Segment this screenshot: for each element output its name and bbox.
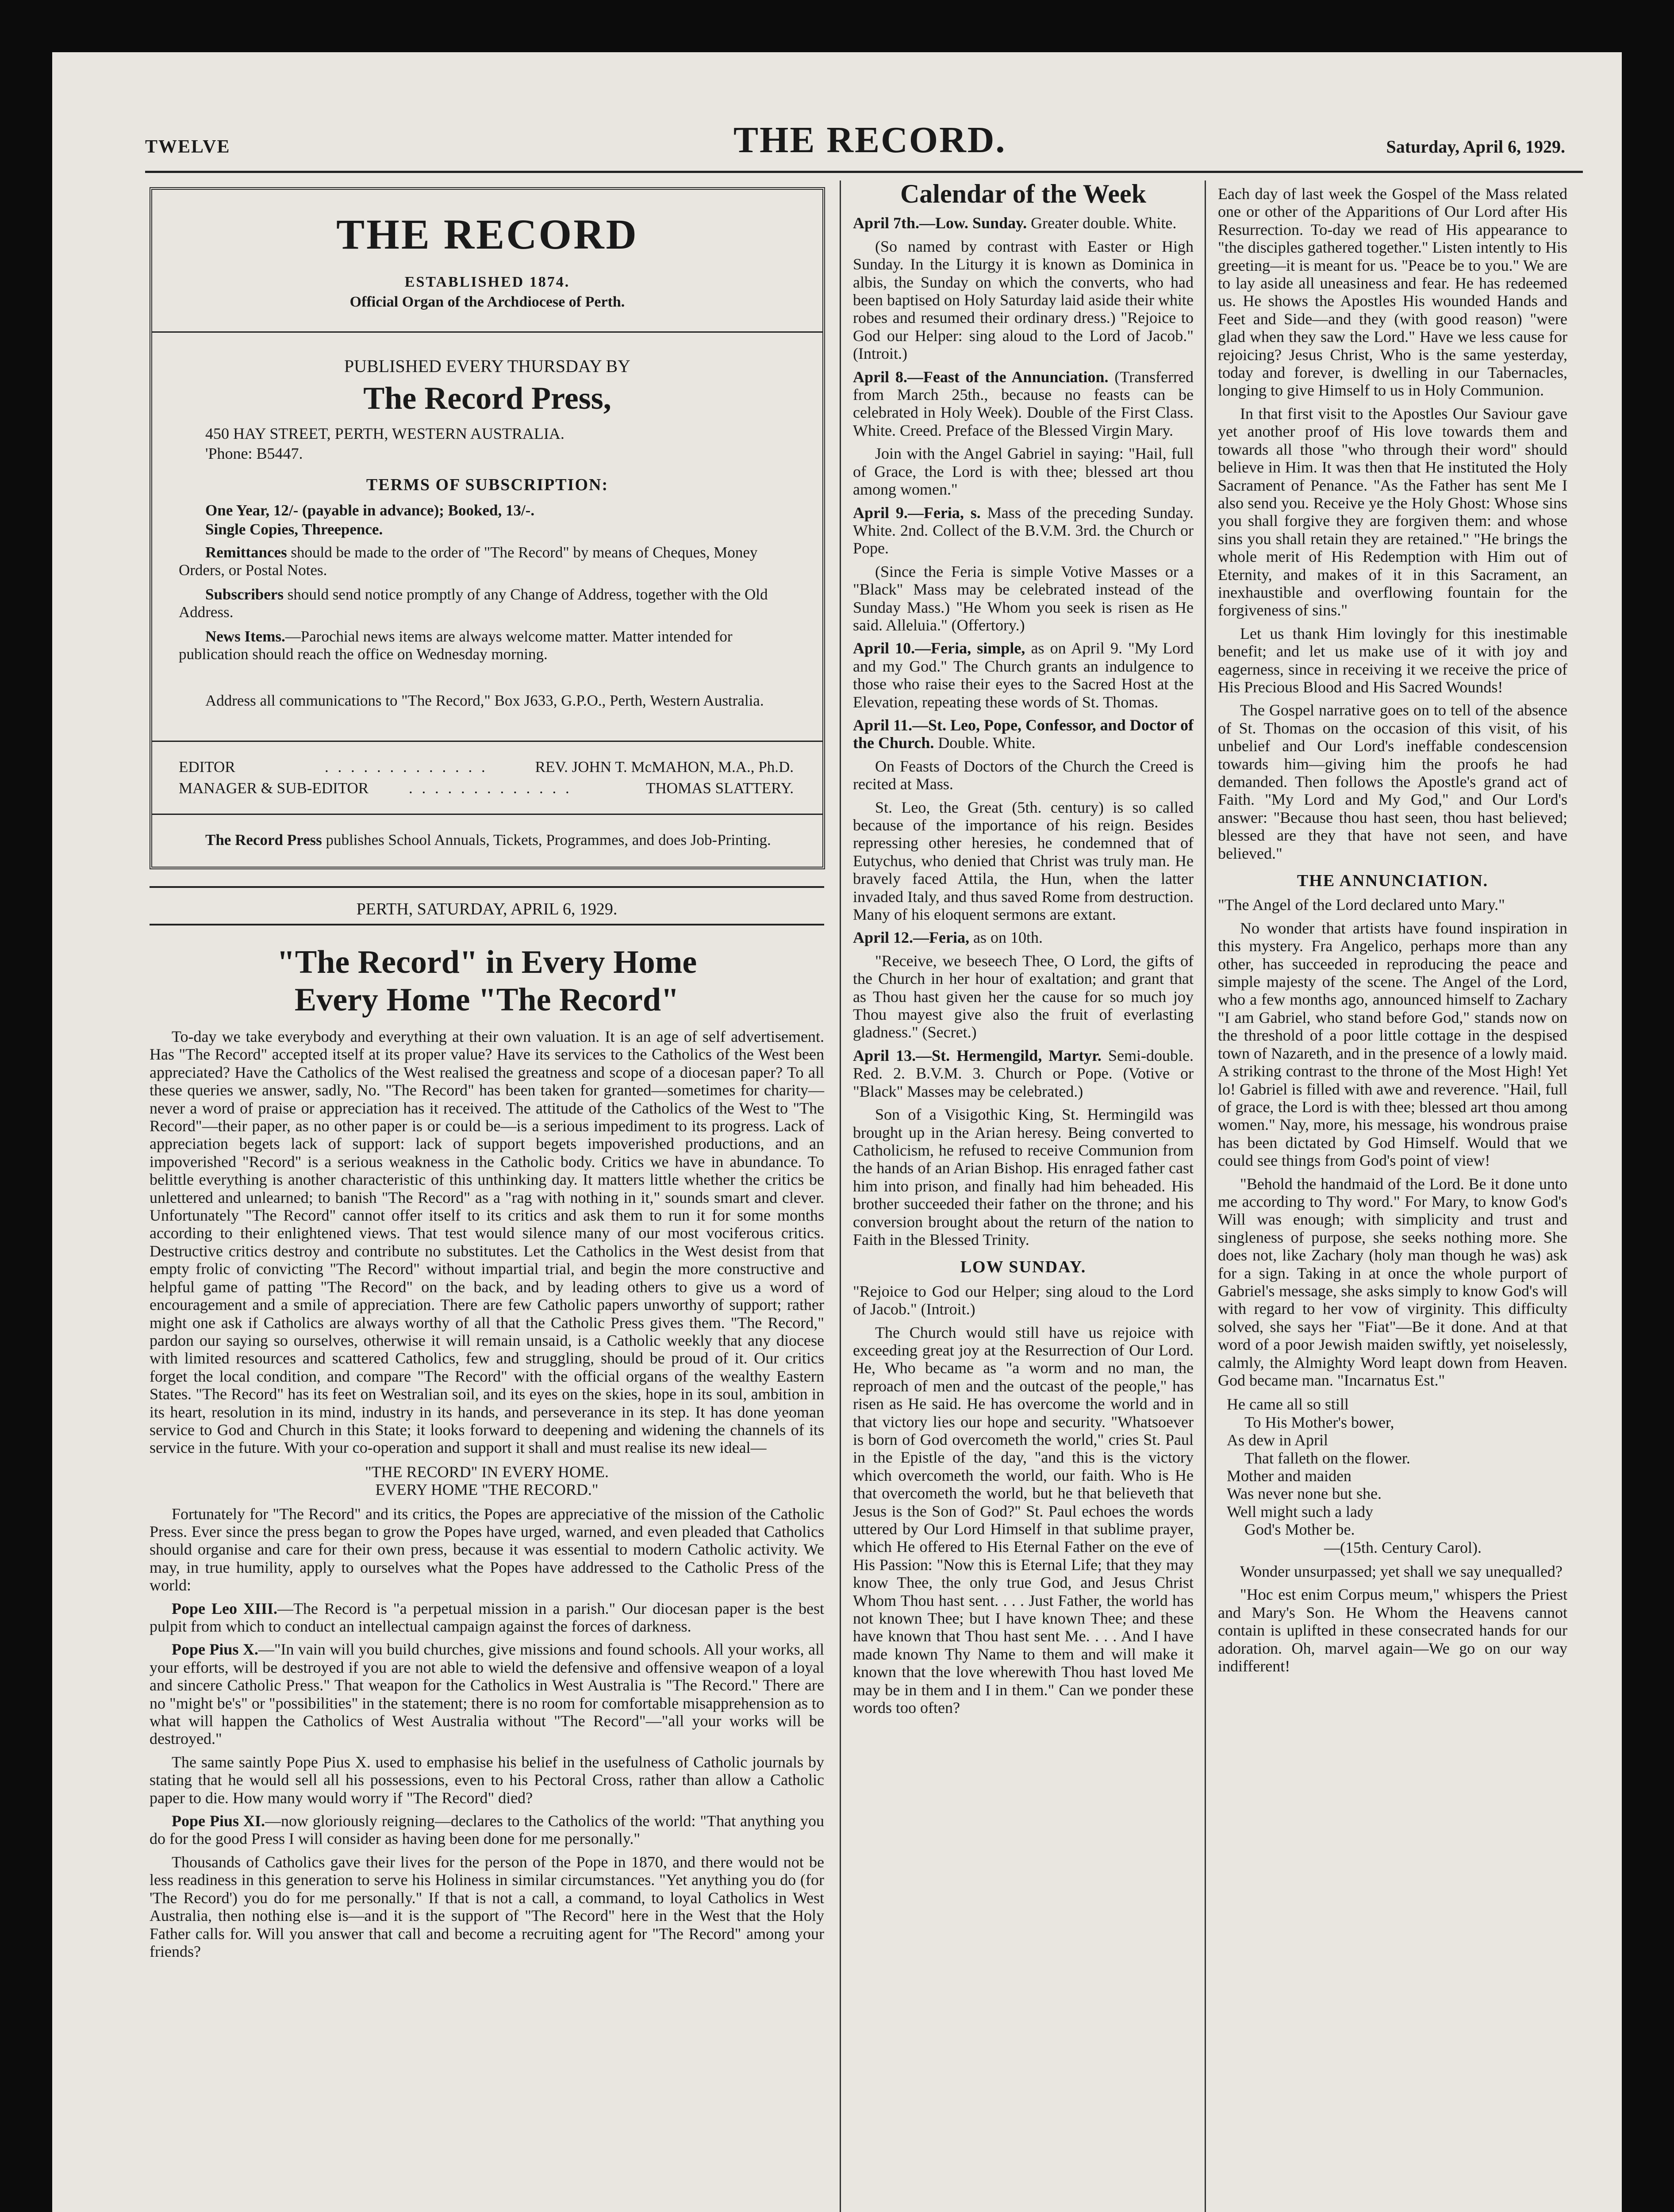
established-line: ESTABLISHED 1874.	[404, 274, 570, 290]
calendar-entry-apr13: April 13.—St. Hermengild, Martyr. Semi-double. Red. 2. B.V.M. 3. Church or Pope. (Votive or "Black" Masses may be celebrated.)	[853, 1046, 1194, 1100]
calendar-note-apr7: (So named by contrast with Easter or High Sunday. In the Liturgy it is known as Dominica in albis, the Sunday on which the converts, who had been baptised on Holy Saturday laid aside their white robes and resumed their ordinary dress.) "Rejoice to God our Helper: sing aloud to the Lord of Jacob." (Introit.)	[853, 237, 1194, 363]
organ-line: Official Organ of the Archdiocese of Perth.	[349, 294, 625, 310]
poem-credit: —(15th. Century Carol).	[1324, 1538, 1482, 1556]
calendar-note-apr13: Son of a Visigothic King, St. Hermingild was brought up in the Arian heresy. Being converted to Catholicism, he refused to receive Communion from the hands of an Arian Bishop. His enraged father cast him into prison, and finally had him beheaded. His brother succeeded their father on the throne; and his conversion brought about the return of the nation to Faith in the Blessed Trinity.	[853, 1106, 1194, 1248]
annunciation-paragraph-3: Wonder unsurpassed; yet shall we say unequalled?	[1240, 1563, 1563, 1581]
terms-heading: TERMS OF SUBSCRIPTION:	[366, 476, 609, 494]
calendar-entry-apr11: April 11.—St. Leo, Pope, Confessor, and Doctor of the Church. Double. White.	[853, 716, 1194, 752]
news-items-note: News Items.—Parochial news items are always welcome matter. Matter intended for publication should reach the office on Wednesday morning.	[179, 628, 733, 663]
newspaper-page	[52, 52, 1622, 2212]
pius-xi-quote: Pope Pius XI.—now gloriously reigning—declares to the Catholics of the world: "That anything you do for the good Press I will consider as having been done for me personally."	[150, 1812, 824, 1848]
lead-paragraph-3: The same saintly Pope Pius X. used to emphasise his belief in the usefulness of Catholic journals by stating that he would sell all his possessions, even to his Pectoral Cross, rather than allow a Catholic paper to die. How many would worry if "The Record" died?	[150, 1753, 824, 1807]
low-sunday-paragraph-5: The Gospel narrative goes on to tell of the absence of St. Thomas on the occasion of this visit, of his unbelief and Our Lord's ineffable condescension towards him—giving him the proofs he had demanded. Then follows the Apostle's grand act of Faith. "My Lord and My God," and Our Lord's answer: "Because thou hast seen, thou hast believed; blessed are they that have not seen, and have believed."	[1218, 701, 1567, 862]
ideal-line-1: "THE RECORD" IN EVERY HOME.	[365, 1463, 609, 1481]
low-sunday-paragraph-4: Let us thank Him lovingly for this inestimable benefit; and let us make use of it with joy and eagerness, since in receiving it we receive the price of His Precious Blood and His Sacred Wounds!	[1218, 624, 1567, 696]
calendar-note-apr11-b: St. Leo, the Great (5th. century) is so called because of the importance of his reign. Besides repressing other heresies, he condemned that of Eutychus, who denied that Christ was truly man. He bravely faced Attila, the Hun, when the latter invaded Italy, and thus saved Rome from destruction. Many of his eloquent sermons are extant.	[853, 798, 1194, 924]
poem-line: Was never none but she.	[1227, 1485, 1382, 1503]
low-sunday-paragraph-2: Each day of last week the Gospel of the Mass related one or other of the Apparitions of Our Lord after His Resurrection. To-day we read of His appearance to "the disciples gathered together." Listen intently to His greeting—it is meant for us. "Peace be to you." We are to lay aside all uneasiness and fear. He has redeemed us. He shows the Apostles His wounded Hands and Feet and Side—and they (with good reason) "were glad when they saw the Lord." Have we less cause for rejoicing? Jesus Christ, Who is the same yesterday, today and forever, is dwelling in our Tabernacles, longing to give Himself to us in Holy Communion.	[1218, 185, 1567, 399]
poem-line: That falleth on the flower.	[1244, 1449, 1410, 1467]
low-sunday-heading: LOW SUNDAY.	[960, 1258, 1087, 1277]
ideal-line-2: EVERY HOME "THE RECORD."	[375, 1481, 599, 1499]
calendar-entry-apr9: April 9.—Feria, s. Mass of the preceding Sunday. White. 2nd. Collect of the B.V.M. 3rd. the Church or Pope.	[853, 503, 1194, 557]
calendar-entry-apr10: April 10.—Feria, simple, as on April 9. "My Lord and my God." The Church grants an indulgence to those who raise their eyes to the Sacred Host at the Elevation, repeating these words of St. Thomas.	[853, 639, 1194, 711]
annunciation-paragraph-1: No wonder that artists have found inspiration in this mystery. Fra Angelico, perhaps more than any other, has succeeded in reproducing the peace and simple majesty of the scene. The Angel of the Lord, who a few months ago, announced himself to Zachary "I am Gabriel, who stand before God," stands now on the threshold of a poor little cottage in the despised town of Nazareth, and in the presence of a lowly maid. A striking contrast to the throne of the Most High! Yet lo! Gabriel is filled with awe and reverence. "Hail, full of grace, the Lord is with thee; blessed art thou among women." Nay, more, his message, his wondrous praise has been dictated by God Himself. Would that we could see things from God's point of view!	[1218, 919, 1567, 1170]
dateline: PERTH, SATURDAY, APRIL 6, 1929.	[356, 900, 618, 918]
page-number: TWELVE	[145, 137, 230, 157]
masthead-divider	[152, 331, 822, 333]
poem-line: Well might such a lady	[1227, 1502, 1374, 1521]
annunciation-quote: "The Angel of the Lord declared unto Mary."	[1218, 896, 1505, 914]
press-phone: 'Phone: B5447.	[205, 445, 303, 462]
poem-line: To His Mother's bower,	[1244, 1413, 1394, 1431]
leo-quote: Pope Leo XIII.—The Record is "a perpetual mission in a parish." Our diocesan paper is the best pulpit from which to conduct an intellectual campaign against the forces of darkness.	[150, 1599, 824, 1635]
running-head	[145, 119, 1583, 185]
lead-paragraph-4: Thousands of Catholics gave their lives for the person of the Pope in 1870, and there would not be less readiness in this generation to serve his Holiness in similar circumstances. "Yet anything you do (for 'The Record') you do for me personally." If that is not a call, a command, to loyal Catholics in West Australia, then nothing else is—and it is the support of "The Record" here in the West that the Holy Father calls for. Will you answer that call and become a recruiting agent for "The Record" among your friends?	[150, 1853, 824, 1960]
lead-article	[150, 1028, 824, 1966]
calendar-column	[853, 179, 1194, 1722]
terms-line-1: One Year, 12/- (payable in advance); Booked, 13/-.	[205, 502, 535, 519]
published-by: PUBLISHED EVERY THURSDAY BY	[344, 356, 631, 376]
calendar-title: Calendar of the Week	[900, 179, 1147, 208]
head-rule	[145, 171, 1583, 173]
staff-divider-bottom	[152, 814, 822, 815]
staff-divider-top	[152, 741, 822, 742]
address-note: Address all communications to "The Record," Box J633, G.P.O., Perth, Western Australia.	[205, 692, 764, 709]
carol-poem	[1218, 1395, 1567, 1556]
column-rule-1	[840, 180, 841, 2212]
calendar-entry-apr7: April 7th.—Low. Sunday. Greater double. White.	[853, 214, 1177, 232]
dateline-rule-bottom	[150, 924, 824, 926]
masthead-box: THE RECORD ESTABLISHED 1874. Official Organ of the Archdiocese of Perth. PUBLISHED EVERY THURSDAY BY The Record Press, 450 HAY STREET, PERTH, WESTERN AUSTRALIA. 'Phone: B5447. TERMS OF SUBSCRIPTION: One Year, 12/- (payable in advance); Booked, 13/-. Single Copies, Threepence. Remittances should be made to the order of "The Record" by means of Cheques, Money Orders, or Postal Notes. Subscribers should send notice promptly of any Change of Address, together with the Old Address. News Items.—Parochial news items are always welcome matter. Matter intended for publication should reach the office on Wednesday morning. Address all communications to "The Record," Box J633, G.P.O., Perth, Western Australia. EDITOR . . . . . . . . . . . . . REV. JOHN T. McMAHON, M.A., Ph.D. MANAGER & SUB-EDITOR . . . . . . . . . . . . . THOMAS SLATTERY. The Record Press publishes School Annuals, Tickets, Programmes, and does Job-Printing.	[150, 187, 825, 869]
issue-date: Saturday, April 6, 1929.	[1386, 137, 1565, 157]
calendar-note-apr8: Join with the Angel Gabriel in saying: "Hail, full of Grace, the Lord is with thee; blessed art thou among women."	[853, 445, 1194, 499]
poem-line: As dew in April	[1227, 1431, 1328, 1449]
terms-line-2: Single Copies, Threepence.	[205, 521, 383, 538]
calendar-entry-apr12: April 12.—Feria, as on 10th.	[853, 929, 1043, 947]
subscribers-note: Subscribers should send notice promptly of any Change of Address, together with the Old Address.	[179, 586, 768, 621]
column-rule-2	[1205, 180, 1206, 2212]
masthead-title: THE RECORD	[336, 211, 638, 258]
lead-title-1: "The Record" in Every Home	[276, 944, 697, 980]
low-sunday-paragraph-3: In that first visit to the Apostles Our Saviour gave yet another proof of His love towards them and towards all those "who through their word" should believe in Him. It was then that He instituted the Holy Sacrament of Penance. "As the Father has sent Me I also send you. Receive ye the Holy Ghost: Whose sins you shall forgive they are forgiven them: and whose sins you shall retain they are retained." "He brings the whole merit of His Redemption with Him out of Eternity, and makes of it in this Sacrament, an inexhaustible and overflowing fountain for the forgiveness of sins."	[1218, 404, 1567, 619]
poem-line: He came all so still	[1227, 1395, 1349, 1413]
pius-x-quote: Pope Pius X.—"In vain will you build churches, give missions and found schools. All your works, all your efforts, will be destroyed if you are not able to wield the defensive and offensive weapon of a loyal and sincere Catholic Press." That weapon for the Catholics in West Australia is "The Record." There are no "might be's" or "possibilities" in the statement; there is no room for comfortable misapprehension as to what will happen the Catholics of West Australia without "The Record"—"all your works will be destroyed."	[150, 1640, 824, 1748]
right-column	[1218, 185, 1567, 1681]
dateline-rule	[150, 886, 824, 888]
annunciation-paragraph-4: "Hoc est enim Corpus meum," whispers the Priest and Mary's Son. He Whom the Heavens cannot contain is uplifted in these consecrated hands for our adoration. Oh, marvel again—We go on our way indifferent!	[1218, 1586, 1567, 1675]
low-sunday-quote: "Rejoice to God our Helper; sing aloud to the Lord of Jacob." (Introit.)	[853, 1282, 1194, 1318]
annunciation-paragraph-2: "Behold the handmaid of the Lord. Be it done unto me according to Thy word." For Mary, to know God's Will was enough; with simplicity and trust and singleness of purpose, she seeks nothing more. She does not, like Zachary (holy man though he was) ask for a sign. Taking in at once the whole purport of Gabriel's message, she asks simply to know God's will with regard to her vow of virginity. This difficulty solved, she says her "Fiat"—Be it done. And at that word of a poor Jewish maiden swiftly, yet noiselessly, calmly, the Almighty Word leapt down from Heaven. God became man. "Incarnatus Est."	[1218, 1175, 1567, 1389]
calendar-note-apr11-a: On Feasts of Doctors of the Church the Creed is recited at Mass.	[853, 757, 1194, 793]
paper-title: THE RECORD.	[733, 119, 1006, 161]
calendar-note-apr9: (Since the Feria is simple Votive Masses or a "Black" Mass may be celebrated instead of the Sunday Mass.) "He Whom you seek is risen as He said. Alleluia." (Offertory.)	[853, 562, 1194, 634]
calendar-entry-apr8: April 8.—Feast of the Annunciation. (Transferred from March 25th., because no feasts can be celebrated in Holy Week). Double of the First Class. White. Creed. Preface of the Blessed Virgin Mary.	[853, 368, 1194, 439]
job-printing-note: The Record Press publishes School Annuals, Tickets, Programmes, and does Job-Printing.	[205, 831, 771, 849]
remittances-note: Remittances should be made to the order of "The Record" by means of Cheques, Money Orders, or Postal Notes.	[179, 544, 758, 579]
poem-line: God's Mother be.	[1244, 1521, 1355, 1539]
annunciation-heading: THE ANNUNCIATION.	[1297, 872, 1489, 891]
calendar-note-apr12: "Receive, we beseech Thee, O Lord, the gifts of the Church in her hour of exaltation; and grant that as Thou hast given her the cause for so much joy Thou mayest give also the fruit of everlasting gladness." (Secret.)	[853, 952, 1194, 1041]
press-name: The Record Press,	[363, 380, 611, 416]
press-address: 450 HAY STREET, PERTH, WESTERN AUSTRALIA.	[205, 425, 564, 442]
low-sunday-paragraph-1: The Church would still have us rejoice with exceeding great joy at the Resurrection of Our Lord. He, Who became as "a worm and no man, the reproach of men and the outcast of the people," has risen as He said. He has overcome the world and in that victory lies our hope and security. "Whatsoever is born of God overcometh the world," cries St. Paul in the Epistle of the day, "and this is the victory which overcometh the world, our faith. Who is He that overcometh the world, but he that believeth that Jesus is the Son of God?" St. Paul echoes the words uttered by Our Lord Himself in that sublime prayer, which He offered to His Eternal Father on the eve of His Passion: "Now this is Eternal Life; that they may know Thee, the only true God, and Jesus Christ Whom Thou hast sent. . . . Just Father, the world has not known Thee; but I have known Thee; and these have known that Thou hast sent Me. . . . And I have made known Thy Name to them and will make it known that the love wherewith Thou hast loved Me may be in them and I in them." Can we ponder these words too often?	[853, 1323, 1194, 1717]
lead-paragraph-2: Fortunately for "The Record" and its critics, the Popes are appreciative of the mission of the Catholic Press. Ever since the press began to grow the Popes have urged, warned, and even pleaded that Catholics should organise and care for their own press, because it was essential to modern Catholic activity. We may, in true humility, apply to ourselves what the Popes have addressed to the Catholic Press of the world:	[150, 1505, 824, 1594]
poem-line: Mother and maiden	[1227, 1467, 1351, 1485]
lead-paragraph-1: To-day we take everybody and everything at their own valuation. It is an age of self advertisement. Has "The Record" accepted itself at its proper value? Have its services to the Catholics of the West been appreciated? Have the Catholics of the West realised the greatness and scope of a diocesan paper? To all these queries we answer, sadly, No. "The Record" has been taken for granted—sometimes for charity—never a word of praise or appreciation has it received. The attitude of the Catholics of the West to "The Record"—their paper, as no other paper is or could be—is a serious impediment to its progress. Lack of appreciation begets lack of support: lack of support begets impoverished productions, and an impoverished "Record" is a serious weakness in the Catholic body. Critics we have in abundance. To belittle everything is another characteristic of this unthinking day. It matters little whether the critics be unlettered and unlearned; to banish "The Record" as a "rag with nothing in it," sounds smart and clever. Unfortunately "The Record" cannot offer itself to its critics and ask them to run it for some months according to their enlightened views. That test would silence many of our most vociferous critics. Destructive critics destroy and contribute no substitutes. Let the Catholics in the West desist from that empty frolic of convicting "The Record" without impartial trial, and begin the more constructive and helpful game of patting "The Record" on the back, and by leading others to give us a word of encouragement and a smile of appreciation. There are few Catholic papers unworthy of support; rather might one ask if Catholics are always worthy of all that the Catholic Press gives them. "The Record," pardon our saying so ourselves, otherwise it will remain unsaid, is a Catholic weekly that any diocese with limited resources and scattered Catholics, few and struggling, should be proud of it. Our critics forget the local condition, and compare "The Record" with the official organs of the wealthy Eastern States. "The Record" has its feet on Westralian soil, and its eyes on the skies, hope in its soul, ambition in its heart, resolution in its mind, industry in its hands, and perseverance in its step. It has done yeoman service to God and Church in this State; it looks forward to deepening and widening the channels of its service in the future. With your co-operation and support it shall and must realise its new ideal—	[150, 1028, 824, 1457]
lead-title-2: Every Home "The Record"	[294, 982, 680, 1018]
